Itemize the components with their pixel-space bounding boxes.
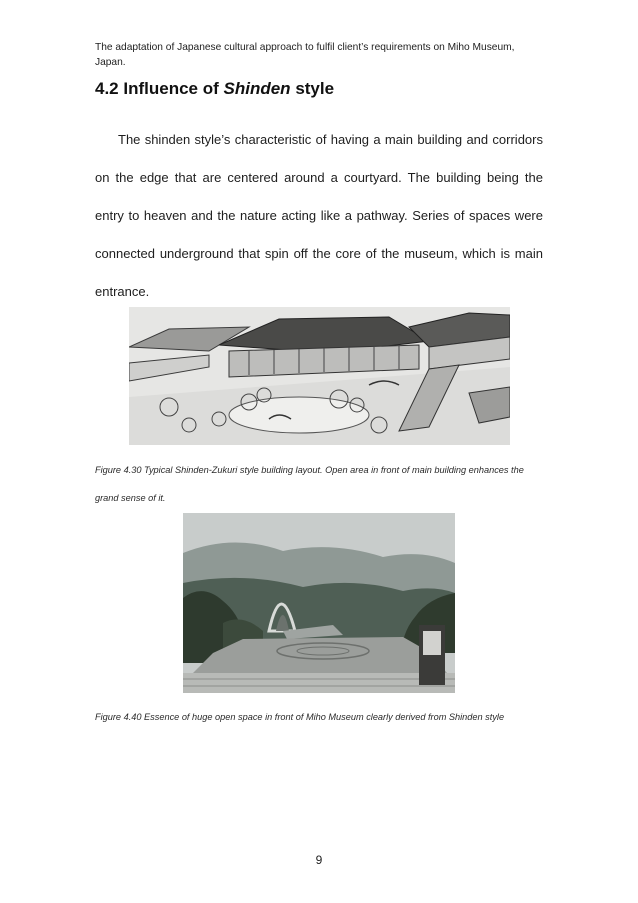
figure-caption-4-40: Figure 4.40 Essence of huge open space in front of Miho Museum clearly derived from Shinden style bbox=[95, 712, 505, 722]
section-title-end: style bbox=[295, 79, 335, 98]
section-title-italic: Shinden bbox=[223, 79, 291, 98]
miho-museum-photo bbox=[183, 513, 455, 693]
shinden-layout-sketch bbox=[129, 307, 510, 445]
section-number: 4.2 bbox=[95, 79, 119, 98]
shinden-sketch-drawing bbox=[129, 307, 510, 445]
running-header: The adaptation of Japanese cultural approach to fulfil client’s requirements on Miho Museum, Japan. bbox=[95, 42, 515, 68]
body-text bbox=[95, 121, 543, 311]
miho-museum-photo-image bbox=[183, 513, 455, 693]
page-number: 9 bbox=[315, 853, 323, 867]
section-heading bbox=[95, 79, 334, 99]
section-title-start: Influence of bbox=[123, 79, 219, 98]
figure-caption-4-30: Figure 4.30 Typical Shinden-Zukuri style building layout. Open area in front of main building enhances the grand sense of it. bbox=[95, 465, 524, 503]
body-paragraph: The shinden style’s characteristic of having a main building and corridors on the edge that are centered around a courtyard. The building being the entry to heaven and the nature acting like a pathway. Series of spaces were connected underground that spin off the core of the museum, which is main entrance. bbox=[95, 132, 543, 299]
